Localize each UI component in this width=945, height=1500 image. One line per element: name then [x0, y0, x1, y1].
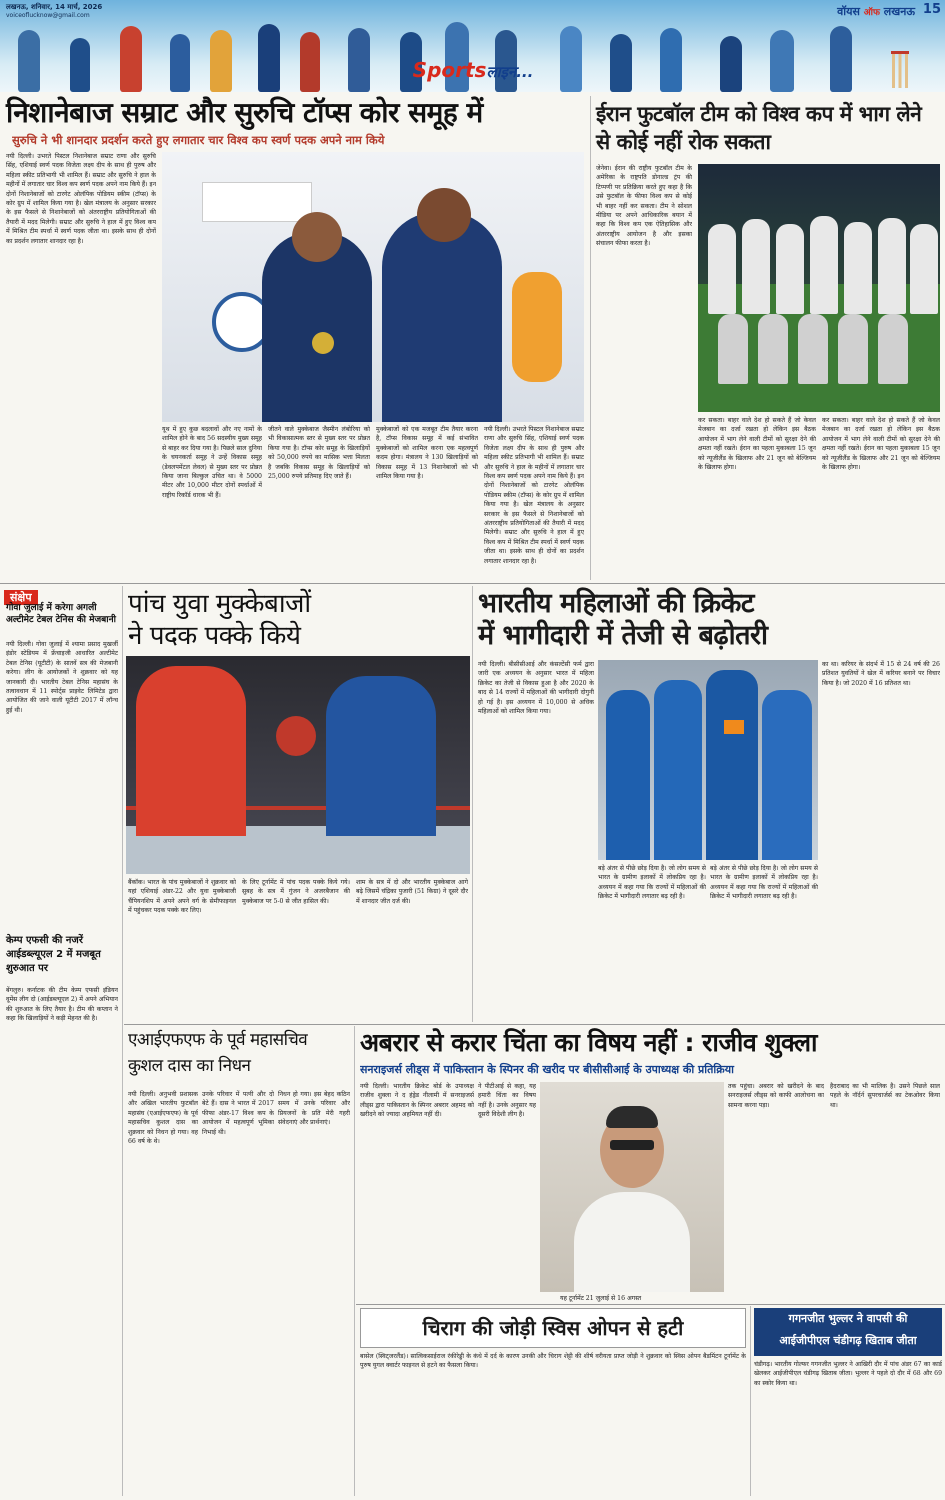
brief2-title: केम्प एफसी की नजरें आईडब्ल्यूएल 2 में मजबूत शुरुआत पर	[6, 935, 101, 974]
athlete-figure	[258, 24, 280, 92]
athlete-figure	[210, 30, 232, 92]
athlete-figure	[300, 32, 320, 92]
section-logo-hindi: लाइन...	[486, 63, 534, 81]
divider	[122, 586, 123, 1496]
divider	[356, 1304, 945, 1305]
athlete-figure	[170, 34, 190, 92]
story3-column-1: बैंकॉक। भारत के पांच मुक्केबाजों ने शुक्रवार को यहां एशियाई अंडर-22 और युवा मुक्केबाजी चैंपियनशिप में अपने अपने वर्ग के सेमीफाइनल में पहुंचकर पदक पक्के कर लिए।	[128, 879, 236, 915]
section-logo	[353, 58, 593, 88]
story7-headline-line1: गगनजीत भुल्लर ने वापसी की	[788, 1312, 908, 1325]
story2-headline: ईरान फुटबॉल टीम को विश्व कप में भाग लेने से कोई नहीं रोक सकता	[596, 102, 922, 154]
story5-photo-rajeev-shukla	[540, 1082, 724, 1292]
medal-icon	[312, 332, 334, 354]
story4-headline-line1: भारतीय महिलाओं की क्रिकेट	[478, 588, 754, 619]
story1-column-3: जीतने वाले मुक्केबाज जैस्मीन लंबोरिया को भी विकासात्मक स्तर से मुख्य स्तर पर प्रोन्नत किया गया है। टॉप्स कोर समूह के खिलाड़ियों को 50,000 रुपये का मासिक भत्ता मिलता है जबकि विकास समूह के खिलाड़ियों को 25,000 रुपये प्रतिमाह दिए जाते हैं।	[268, 426, 370, 481]
section-logo-latin: Sports	[412, 58, 487, 82]
story6-text: बासेल (स्विट्जरलैंड)। सात्विकसाईराज रंकीरेड्डी के कंधे में दर्द के कारण उनकी और चिराग शेट्टी की शीर्ष वरीयता प्राप्त जोड़ी ने शुक्रवार को स्विस ओपन बैडमिंटन टूर्नामेंट के पुरुष युगल क्वार्टर फाइनल से हटने का फैसला किया।	[360, 1353, 746, 1370]
story5-column-2: ने पीटीआई से कहा, यह हमारी चिंता का विषय नहीं है। उनके अनुसार यह दूसरी विदेशी लीग है।	[478, 1083, 536, 1119]
obit-column-2: उनके परिवार में पत्नी और दो बेटे हैं। दास ने भारत में 2017 फीफा अंडर-17 विश्व कप के आयोजन में महत्वपूर्ण भूमिका निभाई थी।	[202, 1091, 274, 1136]
story2-column-2: कर सकता। बाहर वाले देश हो सकते हैं जो केवल मेजबान का दर्जा रखता हो लेकिन इस बैठक आयोजन में भाग लेने वाली टीमों को सुरक्षा देने की क्षमता नहीं रखते। ईरान का पहला मुकाबला 15 जून को न्यूजीलैंड के खिलाफ और 21 जून को बेल्जियम के खिलाफ होगा।	[698, 417, 816, 472]
divider	[472, 586, 473, 1022]
story2-column-3: कर सकता। बाहर वाले देश हो सकते हैं जो केवल मेजबान का दर्जा रखता हो लेकिन इस बैठक आयोजन में भाग लेने वाली टीमों को सुरक्षा देने की क्षमता नहीं रखते। ईरान का पहला मुकाबला 15 जून को न्यूजीलैंड के खिलाफ और 21 जून को बेल्जियम के खिलाफ होगा।	[822, 417, 940, 472]
divider	[750, 1306, 751, 1496]
dateline: लखनऊ, शनिवार, 14 मार्च, 2026	[6, 3, 103, 11]
athlete-figure	[660, 28, 682, 92]
email-handle: voiceoflucknow@gmail.com	[6, 12, 90, 19]
story1-subhead: सुरुचि ने भी शानदार प्रदर्शन करते हुए लगातार चार विश्व कप स्वर्ण पदक अपने नाम किये	[12, 133, 385, 147]
mascot	[512, 272, 562, 382]
athlete-figure	[18, 30, 40, 92]
story1-column-1: नयी दिल्ली। उभरते पिस्टल निशानेबाज सम्राट राणा और सुरुचि सिंह, एशियाई स्वर्ण पदक विजेता लक्ष्य दीप के साथ ही पुरुष और महिला स्कीट प्रतिभागी भी शामिल हैं। सम्राट और सुरुचि ने हाल के महीनों में लगातार चार विश्व कप स्वर्ण पदक अपने नाम किये हैं। इन दोनों निशानेबाजों को टारगेट ओलंपिक पोडियम स्कीम (टॉप्स) के कोर ग्रुप में शामिल किया गया है। खेल मंत्रालय के अनुसार सरकार के इस फैसले से निशानेबाजों को अंतरराष्ट्रीय प्रतियोगिताओं की तैयारी में मदद मिलेगी। सम्राट और सुरुचि ने हाल में हुए विश्व कप में मिश्रित टीम स्पर्धा में स्वर्ण पदक जीता था। इसके साथ ही दोनों का प्रदर्शन लगातार शानदार रहा है।	[6, 153, 156, 245]
brief1-title: गोवा जुलाई में करेगा अगली अल्टीमेट टेबल टेनिस की मेजबानी	[6, 603, 116, 625]
brand-left: वॉयस	[837, 5, 860, 18]
brief1-text: नयी दिल्ली। गोवा जुलाई में श्यामा प्रसाद मुखर्जी इंडोर स्टेडियम में फ्रेंचाइजी आधारित अल्टीमेट टेबल टेनिस (यूटीटी) के सातवें सत्र की मेजबानी करेगा। लीग के आयोजकों ने शुक्रवार को यह जानकारी दी। भारतीय टेबल टेनिस महासंघ के तत्वावधान में 11 स्पोर्ट्स प्राइवेट लिमिटेड द्वारा आयोजित की जाने वाली यूटीटी 2017 में लॉन्च हुई थी।	[6, 641, 118, 714]
story1-column-5: नयी दिल्ली। उभरते पिस्टल निशानेबाज सम्राट राणा और सुरुचि सिंह, एशियाई स्वर्ण पदक विजेता लक्ष्य दीप के साथ ही पुरुष और महिला स्कीट प्रतिभागी भी शामिल हैं। सम्राट और सुरुचि ने हाल के महीनों में लगातार चार विश्व कप स्वर्ण पदक अपने नाम किये हैं। इन दोनों निशानेबाजों को टारगेट ओलंपिक पोडियम स्कीम (टॉप्स) के कोर ग्रुप में शामिल किया गया है। खेल मंत्रालय के अनुसार सरकार के इस फैसले से निशानेबाजों को अंतरराष्ट्रीय प्रतियोगिताओं की तैयारी में मदद मिलेगी। सम्राट और सुरुचि ने हाल में हुए विश्व कप में मिश्रित टीम स्पर्धा में स्वर्ण पदक जीता था। इसके साथ ही दोनों का प्रदर्शन लगातार शानदार रहा है।	[484, 426, 584, 565]
story4-headline-line2: में भागीदारी में तेजी से बढ़ोतरी	[478, 620, 768, 651]
story1-column-4: मुक्केबाजों को एक मजबूत टीम तैयार करना है, टॉप्स विकास समूह में कई संभावित मुक्केबाजों को शामिल करना एक महत्वपूर्ण कदम होगा। मंत्रालय ने 130 खिलाड़ियों को विकास समूह में 13 निशानेबाजों को भी शामिल किया गया है।	[376, 426, 478, 481]
story1-photo-shooters	[162, 152, 584, 422]
divider	[590, 96, 591, 580]
story6-headline: चिराग की जोड़ी स्विस ओपन से हटी	[422, 1316, 684, 1340]
athlete-figure	[770, 30, 794, 92]
cricket-stumps-icon	[890, 48, 910, 88]
story3-headline-line1: पांच युवा मुक्केबाजों	[128, 589, 311, 619]
story4-column-3: बड़े अंतर से पीछे छोड़ दिया है। जो लोग समय से भारत के ग्रामीण इलाकों में लोकप्रिय रहा है। अध्ययन में कहा गया कि राज्यों में महिलाओं की क्रिकेट में भागीदारी लगातार बढ़ रही है।	[710, 865, 818, 901]
divider	[354, 1026, 355, 1496]
story4-photo-cricket	[598, 660, 818, 860]
obit-column-1: नयी दिल्ली। अनुभवी प्रशासक और अखिल भारतीय फुटबॉल महासंघ (एआईएफएफ) के पूर्व महासचिव कुशल दास का शुक्रवार को निधन हो गया। वह 66 वर्ष के थे।	[128, 1091, 198, 1146]
story3-column-3: शाम के सत्र में दो और भारतीय मुक्केबाज आगे बढ़े जिसमें चंद्रिका पुजारी (51 किग्रा) ने दूसरे दौर में शानदार जीत दर्ज की।	[356, 879, 468, 905]
brand-mid: ऑफ	[863, 8, 880, 18]
story5-column-3: तक पहुंचा। अबरार को खरीदने के बाद सनराइजर्स लीड्स को काफी आलोचना का सामना करना पड़ा।	[728, 1083, 824, 1109]
story5-headline: अबरार से करार चिंता का विषय नहीं : राजीव शुक्ला	[360, 1028, 818, 1057]
brand-right: लखनऊ	[883, 5, 915, 18]
story5-subhead: सनराइजर्स लीड्स में पाकिस्तान के स्पिनर की खरीद पर बीसीसीआई के उपाध्यक्ष की प्रतिक्रिया	[360, 1063, 734, 1076]
athlete-figure	[720, 36, 742, 92]
story4-column-1: नयी दिल्ली। बीसीसीआई और कंसल्टेंसी फर्म द्वारा जारी एक अध्ययन के अनुसार भारत में महिला क्रिकेट का तेजी से विकास हुआ है और 2020 के बाद से 14 राज्यों में महिलाओं की भागीदारी दोगुनी हो गई है। इस अध्ययन में 10,000 से अधिक महिलाओं को शामिल किया गया।	[478, 661, 594, 716]
athlete-man	[382, 212, 502, 422]
brief-tag-label: संक्षेप	[4, 590, 38, 605]
story5-photo-caption: यह टूर्नामेंट 21 जुलाई से 16 अगस्त	[560, 1295, 642, 1302]
story3-column-2: के लिए टूर्नामेंट में पांच पदक पक्के किये गये। सुबह के सत्र में गुंजन ने अजरबैजान की मुक्केबाज पर 5-0 से जीत हासिल की।	[242, 879, 350, 905]
athlete-figure	[120, 26, 142, 92]
obit-headline-line2: कुशल दास का निधन	[128, 1056, 251, 1076]
story1-headline: निशानेबाज सम्राट और सुरुचि टॉप्स कोर समूह में	[6, 96, 483, 129]
story2-photo-iran-team	[698, 164, 940, 412]
story7-headline-box	[754, 1308, 942, 1356]
athlete-figure	[610, 34, 632, 92]
brand-logo	[837, 4, 915, 19]
story4-column-2: बड़े अंतर से पीछे छोड़ दिया है। जो लोग समय से भारत के ग्रामीण इलाकों में लोकप्रिय रहा है। अध्ययन में कहा गया कि राज्यों में महिलाओं की क्रिकेट में भागीदारी लगातार बढ़ रही है।	[598, 865, 706, 901]
header-banner	[0, 0, 945, 92]
story3-photo-boxing	[126, 656, 470, 874]
brief2-text: बेंगलुरु। कर्नाटक की टीम केम्प एफसी इंडियन वूमेंस लीग दो (आईडब्ल्यूएल 2) में अपने अभियान की शुरुआत के लिए तैयार है। टीम की कप्तान ने कहा कि खिलाड़ियों ने कड़ी मेहनत की है।	[6, 987, 118, 1023]
page-number: 15	[922, 2, 941, 17]
story4-column-4: का था। करियर के संदर्भ में 15 से 24 वर्ष की 26 प्रतिशत युवतियों ने खेल में करियर बनाने पर विचार किया है। जो 2020 में 16 प्रतिशत था।	[822, 661, 940, 687]
story1-column-2: यूथ में हुए कुछ बदलावों और नए नामों के शामिल होने के बाद 56 सदस्यीय मुख्य समूह से बाहर कर दिया गया है। पिछले साल दुनिया के चयनकर्ता समूह ने उन्हें विकास समूह (डेवलपमेंटल लेवल) से मुख्य स्तर पर प्रोन्नत किया जाना बिल्कुल उचित था। वे 5000 मीटर और 10,000 मीटर दोनों स्पर्धाओं में राष्ट्रीय रिकॉर्ड धारक भी हैं।	[162, 426, 262, 499]
athlete-figure	[70, 38, 90, 92]
story7-text: चंडीगढ़। भारतीय गोल्फर गगनजीत भुल्लर ने आखिरी दौर में पांच अंडर 67 का कार्ड खेलकर आईजीपीएल चंडीगढ़ खिताब जीता। भुल्लर ने पहले दो दौर में 68 और 69 का स्कोर किया था।	[754, 1361, 942, 1387]
athlete-figure	[830, 26, 852, 92]
story7-headline-line2: आईजीपीएल चंडीगढ़ खिताब जीता	[779, 1334, 917, 1347]
obit-headline-line1: एआईएफएफ के पूर्व महासचिव	[128, 1030, 308, 1050]
story5-column-4: हैदराबाद का भी मालिक है। उसने पिछले साल पहले के नॉर्दर्न सुपरचार्जर्स का टेकओवर किया था।	[830, 1083, 940, 1109]
story5-column-1: नयी दिल्ली। भारतीय क्रिकेट बोर्ड के उपाध्यक्ष राजीव शुक्ला ने द हंड्रेड नीलामी में सनराइजर्स लीड्स द्वारा पाकिस्तान के स्पिनर अबरार अहमद को खरीदने को ज्यादा अहमियत नहीं दी।	[360, 1083, 474, 1119]
story2-column-1: जेनेवा। ईरान की राष्ट्रीय फुटबॉल टीम के अमेरिका के राष्ट्रपति डोनाल्ड ट्रंप की टिप्पणी पर प्रतिक्रिया करते हुए कहा है कि उसे फुटबॉल के फीफा विश्व कप से कोई भी बाहर नहीं कर सकता। टीम ने सोशल मीडिया पर अपने आधिकारिक बयान में कहा कि विश्व कप एक ऐतिहासिक और अंतरराष्ट्रीय आयोजन है और इसका संचालन फीफा करता है।	[596, 165, 692, 248]
divider	[124, 1024, 945, 1025]
story6-headline-box	[360, 1308, 746, 1348]
divider	[0, 583, 945, 584]
story3-headline-line2: ने पदक पक्के किये	[128, 621, 301, 651]
obit-column-3: निधन हो गया। इस बेहद कठिन समय में उनके परिवार और प्रियजनों के प्रति मेरी गहरी संवेदनाएं और प्रार्थनाएं।	[278, 1091, 350, 1127]
